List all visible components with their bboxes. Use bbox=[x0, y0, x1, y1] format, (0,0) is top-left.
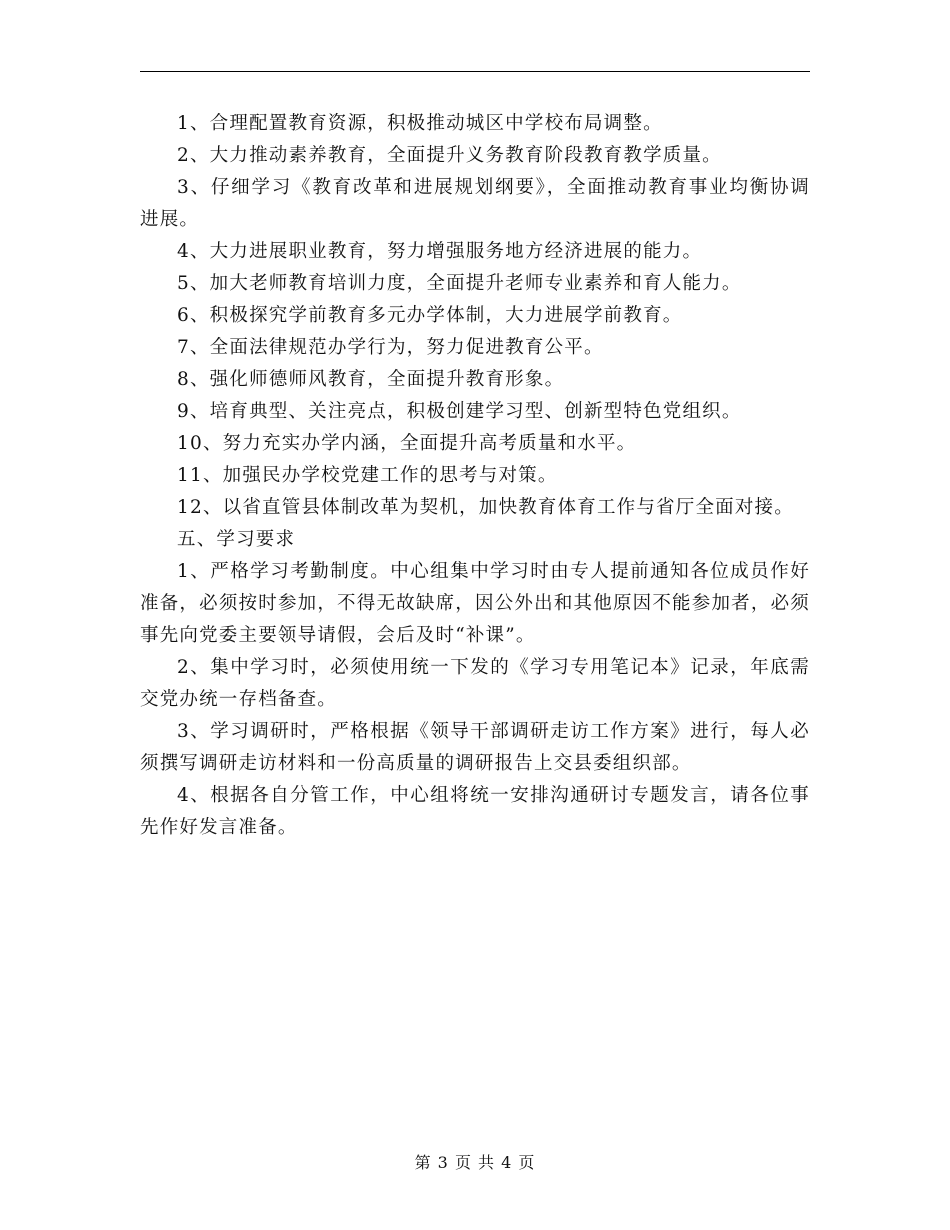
paragraph-item-8: 8、强化师德师风教育，全面提升教育形象。 bbox=[177, 369, 565, 390]
paragraph-item-2: 2、大力推动素养教育，全面提升义务教育阶段教育教学质量。 bbox=[177, 145, 722, 166]
paragraph-item-12: 12、以省直管县体制改革为契机，加快教育体育工作与省厅全面对接。 bbox=[177, 497, 794, 518]
paragraph-item-5: 5、加大老师教育培训力度，全面提升老师专业素养和育人能力。 bbox=[177, 273, 742, 294]
paragraph-item-7: 7、全面法律规范办学行为，努力促进教育公平。 bbox=[177, 337, 604, 358]
page-number: 第 3 页 共 4 页 bbox=[414, 1153, 536, 1172]
requirement-item-3: 3、学习调研时，严格根据《领导干部调研走访工作方案》进行，每人必须撰写调研走访材料和一份高质量的调研报告上交县委组织部。 bbox=[140, 721, 810, 774]
document-body bbox=[140, 108, 810, 844]
requirement-item-1: 1、严格学习考勤制度。中心组集中学习时由专人提前通知各位成员作好准备，必须按时参加，不得无故缺席，因公外出和其他原因不能参加者，必须事先向党委主要领导请假，会后及时“补课”。 bbox=[140, 561, 810, 646]
requirement-item-2: 2、集中学习时，必须使用统一下发的《学习专用笔记本》记录，年底需交党办统一存档备查。 bbox=[140, 657, 810, 710]
paragraph-item-9: 9、培育典型、关注亮点，积极创建学习型、创新型特色党组织。 bbox=[177, 401, 742, 422]
paragraph-item-6: 6、积极探究学前教育多元办学体制，大力进展学前教育。 bbox=[177, 305, 683, 326]
paragraph-item-3: 3、仔细学习《教育改革和进展规划纲要》，全面推动教育事业均衡协调进展。 bbox=[140, 177, 810, 230]
section-heading: 五、学习要求 bbox=[177, 529, 296, 550]
paragraph-item-10: 10、努力充实办学内涵，全面提升高考质量和水平。 bbox=[177, 433, 637, 454]
requirement-item-4: 4、根据各自分管工作，中心组将统一安排沟通研讨专题发言，请各位事先作好发言准备。 bbox=[140, 785, 810, 838]
paragraph-item-4: 4、大力进展职业教育，努力增强服务地方经济进展的能力。 bbox=[177, 241, 703, 262]
paragraph-item-1: 1、合理配置教育资源，积极推动城区中学校布局调整。 bbox=[177, 113, 663, 134]
header-rule bbox=[140, 71, 810, 72]
paragraph-item-11: 11、加强民办学校党建工作的思考与对策。 bbox=[177, 465, 558, 486]
